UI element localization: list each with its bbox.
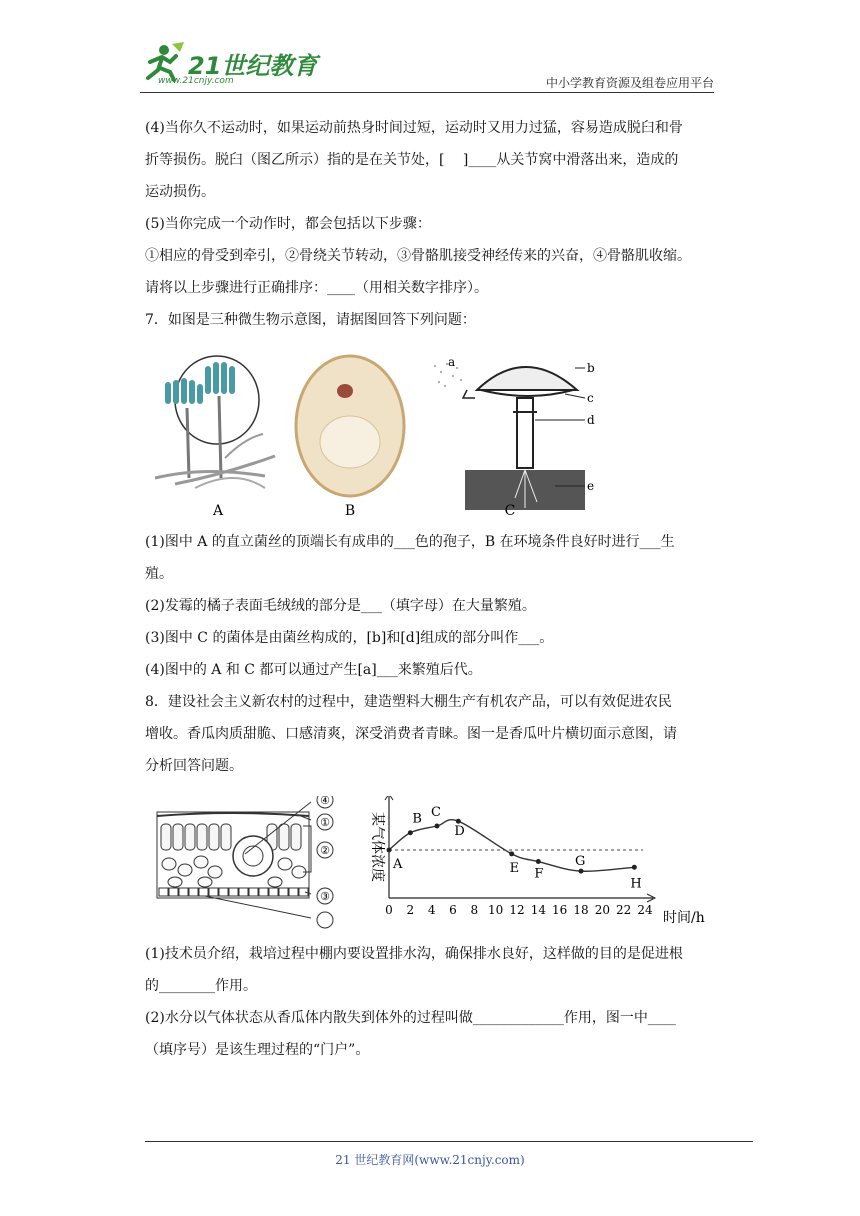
x-tick-label: 12 xyxy=(509,903,525,917)
data-points xyxy=(387,805,642,891)
q7-p3: (3)图中 C 的菌体是由菌丝构成的，[b]和[d]组成的部分叫作___。 xyxy=(145,630,554,646)
data-point-F xyxy=(536,859,541,864)
microorganism-figure xyxy=(145,338,720,524)
data-point-label-G: G xyxy=(575,854,586,870)
q8-intro-line1: 8．建设社会主义新农村的过程中，建造塑料大棚生产有机农产品，可以有效促进农民 xyxy=(145,694,672,710)
q8-p2-line2: （填序号）是该生理过程的“门户”。 xyxy=(145,1042,370,1058)
fig-label-C: C xyxy=(504,503,516,519)
x-tick-label: 10 xyxy=(488,903,504,917)
q8-p1-line1: (1)技术员介绍，栽培过程中棚内要设置排水沟，确保排水良好，这样做的目的是促进根 xyxy=(145,946,683,962)
x-tick-label: 18 xyxy=(573,903,589,917)
page-header xyxy=(140,40,714,94)
q6-p4-line1: (4)当你久不运动时，如果运动前热身时间过短，运动时又用力过猛，容易造成脱臼和骨 xyxy=(145,120,683,136)
mold-illustration xyxy=(155,356,275,488)
x-tick-label: 8 xyxy=(470,903,479,917)
platform-name: 中小学教育资源及组卷应用平台 xyxy=(545,76,714,90)
q6-p4-line3: 运动损伤。 xyxy=(145,184,215,200)
x-tick-label: 2 xyxy=(406,903,415,917)
data-point-A xyxy=(387,848,392,853)
footer-divider xyxy=(145,1141,753,1142)
x-tick-label: 24 xyxy=(637,903,653,917)
data-point-G xyxy=(579,869,584,874)
q6-p5-line1: (5)当你完成一个动作时，都会包括以下步骤： xyxy=(145,216,431,232)
data-point-label-E: E xyxy=(509,860,520,876)
q8-figures xyxy=(145,796,720,936)
fig-label-d: d xyxy=(587,413,595,427)
header-divider xyxy=(140,92,714,93)
data-point-label-H: H xyxy=(630,876,642,892)
q7-p1-line2: 殖。 xyxy=(145,566,173,582)
data-point-B xyxy=(408,830,413,835)
data-point-label-F: F xyxy=(534,866,544,882)
data-point-label-B: B xyxy=(412,811,422,827)
x-tick-label: 0 xyxy=(385,903,393,917)
page-footer: 21 世纪教育网(www.21cnjy.com) xyxy=(335,1153,525,1167)
fig-label-e: e xyxy=(587,479,595,493)
logo-url: www.21cnjy.com xyxy=(158,76,234,86)
main-content xyxy=(145,112,720,1066)
mushroom-illustration xyxy=(434,363,585,510)
q8-intro-line3: 分析回答问题。 xyxy=(145,758,243,774)
leaf-label-4: ④ xyxy=(320,796,330,807)
microorganism-illustration xyxy=(145,338,720,524)
fig-label-c: c xyxy=(587,391,594,405)
leaf-cross-section xyxy=(157,796,333,928)
logo-text: 21世纪教育 xyxy=(188,52,318,80)
site-logo xyxy=(140,42,320,92)
data-point-E xyxy=(509,851,514,856)
fig-label-a: a xyxy=(448,355,456,369)
x-tick-label: 4 xyxy=(427,903,436,917)
leaf-label-3: ③ xyxy=(320,890,330,903)
data-point-C xyxy=(435,824,440,829)
q8-p1-line2: 的________作用。 xyxy=(145,978,257,994)
x-tick-label: 6 xyxy=(449,903,457,917)
fig-label-A: A xyxy=(212,503,224,519)
fig-label-B: B xyxy=(344,503,356,519)
data-point-D xyxy=(456,819,461,824)
q7-p4: (4)图中的 A 和 C 都可以通过产生[a]___来繁殖后代。 xyxy=(145,662,482,678)
leaf-label-2: ② xyxy=(320,844,330,857)
q7-p2: (2)发霉的橘子表面毛绒绒的部分是___（填字母）在大量繁殖。 xyxy=(145,598,536,614)
chart-x-label: 时间/h xyxy=(663,910,705,926)
x-tick-label: 16 xyxy=(552,903,568,917)
q6-p4-line2: 折等损伤。脱臼（图乙所示）指的是在关节处，[ ]____从关节窝中滑落出来，造成的 xyxy=(145,152,679,168)
x-tick-label: 14 xyxy=(530,903,546,917)
data-point-label-C: C xyxy=(431,805,441,820)
chart-y-label: 某气体浓度 xyxy=(369,812,385,882)
q7-title: 7．如图是三种微生物示意图，请据图回答下列问题： xyxy=(145,312,476,328)
q7-p1-line1: (1)图中 A 的直立菌丝的顶端长有成串的___色的孢子，B 在环境条件良好时进行___生 xyxy=(145,534,675,550)
x-tick-labels xyxy=(385,903,653,917)
leaf-label-1: ① xyxy=(320,816,330,829)
x-tick-label: 22 xyxy=(616,903,632,917)
gas-concentration-chart xyxy=(385,796,655,917)
q8-p2-line1: (2)水分以气体状态从香瓜体内散失到体外的过程叫做_____________作用，图一中____ xyxy=(145,1010,676,1026)
fig-label-b: b xyxy=(587,361,595,375)
yeast-illustration xyxy=(296,356,404,496)
q6-p5-line2: ①相应的骨受到牵引，②骨绕关节转动，③骨骼肌接受神经传来的兴奋，④骨骼肌收缩。 xyxy=(145,248,691,264)
q6-p5-line3: 请将以上步骤进行正确排序：____（用相关数字排序）。 xyxy=(145,280,488,296)
q8-intro-line2: 增收。香瓜肉质甜脆、口感清爽，深受消费者青睐。图一是香瓜叶片横切面示意图，请 xyxy=(145,726,677,742)
q8-figure-svg xyxy=(145,796,720,936)
x-tick-label: 20 xyxy=(594,903,610,917)
data-point-label-D: D xyxy=(454,824,465,840)
data-point-label-A: A xyxy=(393,857,403,872)
data-point-H xyxy=(632,865,637,870)
